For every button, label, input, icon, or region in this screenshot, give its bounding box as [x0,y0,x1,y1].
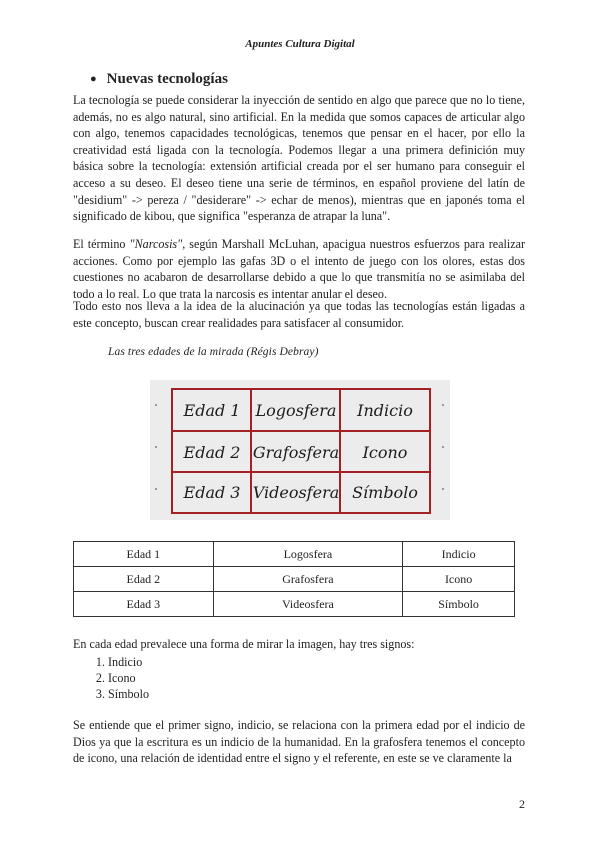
handwritten-table-image [150,380,450,520]
handwritten-cell: Edad 3 [183,483,241,502]
handwritten-cell: Videosfera [252,483,340,502]
table-row [74,592,515,617]
figure-caption: Las tres edades de la mirada (Régis Debray) [108,346,319,358]
table-cell: Icono [403,567,515,592]
table-cell: Indicio [403,542,515,567]
handwritten-table [171,388,431,514]
table-row [74,542,515,567]
handwritten-cell: Edad 1 [183,401,241,420]
paragraph-signs: Se entiende que el primer signo, indicio, se relaciona con la primera edad por el indicio de Dios ya que la escritura es un indicio de la humanidad. En la grafosfera tenemos el concepto de icono, una relación de identidad entre el signo y el referente, en este se ve claramente la [73,718,525,766]
table-cell: Videosfera [213,592,403,617]
section-title-text: Nuevas tecnologías [106,71,228,87]
paragraph-narcosis [73,236,525,302]
page-header: Apuntes Cultura Digital [245,38,355,50]
handwritten-cell: Edad 2 [183,442,241,462]
list-item: 1. Indicio [108,654,149,670]
table-row [74,567,515,592]
list-item: 2. Icono [108,670,149,686]
narcosis-intro: El término [73,237,130,251]
signs-list [91,654,149,702]
paragraph-hallucination: Todo esto nos lleva a la idea de la alucinación ya que todas las tecnologías están ligadas a este concepto, buscan crear realidades para satisfacer al consumidor. [73,299,525,330]
paragraph-technology: La tecnología se puede considerar la inyección de sentido en algo que parece que no lo tiene, además, no es algo natural, sino artificial. En la medida que somos capaces de articular algo con algo, tenemos capacidades tecnológicas, tenemos que pensar en el hacer, por ello la creatividad está ligada con la tecnología. Podemos llegar a una primera definición muy básica sobre la tecnología: extensión artificial creada por el ser humano para conseguir el acceso a su deseo. El deseo tiene una serie de términos, en español proviene del latín de "desidium" -> pereza / "desiderare" -> echar de menos), mientras que en japonés toma el significado de kibou, que significa "esperanza de atrapar la luna". [73,93,525,224]
table-cell: Logosfera [213,542,403,567]
table-cell: Símbolo [403,592,515,617]
narcosis-term: "Narcosis" [129,237,183,251]
ages-table [73,541,515,617]
bullet-icon: ● [90,73,97,85]
narcosis-body: , según Marshall McLuhan, apacigua nuestros esfuerzos para realizar acciones. Como por ejemplo las gafas 3D o el intento de juego con los olores, estas dos cuestiones no acabaron de desarrollarse debido a que lo que transmitía no se asimilaba del todo a lo real. Lo que trata la narcosis es intentar anular el deseo. [73,237,525,301]
table-cell: Edad 1 [74,542,214,567]
table-cell: Edad 3 [74,592,214,617]
handwritten-cell: Grafosfera [252,442,340,462]
handwritten-cell: Símbolo [352,483,418,502]
list-item: 3. Símbolo [108,686,149,702]
signs-intro: En cada edad prevalece una forma de mirar la imagen, hay tres signos: [73,637,415,651]
handwritten-cell: Icono [362,442,408,462]
table-cell: Edad 2 [74,567,214,592]
section-title [90,71,228,88]
page-number: 2 [519,797,525,811]
table-cell: Grafosfera [213,567,403,592]
handwritten-cell: Logosfera [255,401,337,420]
handwritten-cell: Indicio [357,401,413,420]
